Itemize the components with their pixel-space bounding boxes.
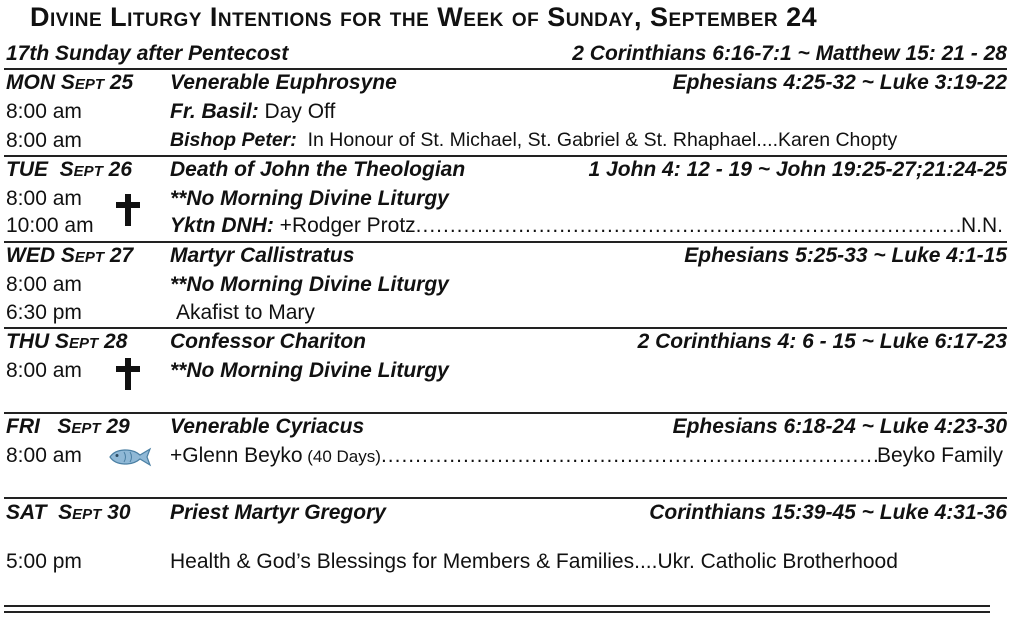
list-item: [6, 550, 1007, 578]
readings: Ephesians 5:25-33 ~ Luke 4:1-15: [684, 244, 1007, 267]
sunday-readings: 2 Corinthians 6:16-7:1 ~ Matthew 15: 21 - 28: [572, 42, 1007, 65]
note: **No Morning Divine Liturgy: [170, 359, 449, 382]
leader-dots: [381, 444, 877, 468]
divider: [4, 497, 1007, 499]
day-label: WED Sept 27: [6, 244, 134, 267]
time: 8:00 am: [6, 273, 82, 296]
list-item: [6, 100, 1007, 128]
day-label: MON Sept 25: [6, 71, 134, 94]
feast-name: Venerable Euphrosyne: [170, 71, 397, 94]
time: 10:00 am: [6, 214, 94, 237]
day-label: SAT Sept 30: [6, 501, 131, 524]
day-header-mon: [6, 71, 1007, 99]
divider: [4, 412, 1007, 414]
list-item: [6, 444, 1007, 472]
divider: [4, 68, 1007, 70]
day-header-sat: [6, 501, 1007, 529]
list-item: [6, 214, 1007, 242]
footer-rule: [4, 611, 990, 613]
intention: +Glenn Beyko (40 Days) ..... Beyko Family: [170, 444, 1003, 468]
time: 6:30 pm: [6, 301, 82, 324]
day-header-wed: [6, 244, 1007, 272]
time: 8:00 am: [6, 187, 82, 210]
readings: Ephesians 4:25-32 ~ Luke 3:19-22: [672, 71, 1007, 94]
footer-rule: [4, 605, 990, 607]
feast-name: Venerable Cyriacus: [170, 415, 365, 438]
list-item: [6, 359, 1007, 387]
list-item: [6, 187, 1007, 215]
time: 8:00 am: [6, 359, 82, 382]
intention: Akafist to Mary: [176, 301, 315, 324]
intention: Bishop Peter: In Honour of St. Michael, St. Gabriel & St. Rhaphael....Karen Chopty: [170, 129, 898, 151]
readings: Corinthians 15:39-45 ~ Luke 4:31-36: [649, 501, 1007, 524]
day-label: TUE Sept 26: [6, 158, 133, 181]
intention: Fr. Basil: Day Off: [170, 100, 336, 123]
feast-name: Priest Martyr Gregory: [170, 501, 386, 524]
fish-icon: [106, 446, 152, 468]
feast-name: Confessor Chariton: [170, 330, 367, 353]
intention: Health & God’s Blessings for Members & Families....Ukr. Catholic Brotherhood: [170, 550, 898, 573]
day-label: FRI Sept 29: [6, 415, 130, 438]
time: 5:00 pm: [6, 550, 82, 573]
feast-name: Martyr Callistratus: [170, 244, 355, 267]
readings: Ephesians 6:18-24 ~ Luke 4:23-30: [672, 415, 1007, 438]
day-header-tue: [6, 158, 1007, 186]
day-label: THU Sept 28: [6, 330, 128, 353]
feast-name: Death of John the Theologian: [170, 158, 466, 181]
time: 8:00 am: [6, 100, 82, 123]
leader-dots: [416, 214, 961, 238]
day-header-fri: [6, 415, 1007, 443]
note: **No Morning Divine Liturgy: [170, 273, 449, 296]
readings: 1 John 4: 12 - 19 ~ John 19:25-27;21:24-25: [588, 158, 1007, 181]
sunday-row: [6, 42, 1007, 70]
cross-icon: [114, 357, 142, 391]
list-item: [6, 301, 1007, 329]
readings: 2 Corinthians 4: 6 - 15 ~ Luke 6:17-23: [637, 330, 1007, 353]
note: **No Morning Divine Liturgy: [170, 187, 449, 210]
time: 8:00 am: [6, 129, 82, 152]
time: 8:00 am: [6, 444, 82, 467]
sunday-name: 17th Sunday after Pentecost: [6, 42, 289, 65]
divider: [4, 241, 1007, 243]
day-header-thu: [6, 330, 1007, 358]
list-item: [6, 273, 1007, 301]
list-item: [6, 129, 1007, 157]
divider: [4, 327, 1007, 329]
divider: [4, 155, 1007, 157]
page-title: Divine Liturgy Intentions for the Week of Sunday, September 24: [30, 2, 818, 32]
intention: Yktn DNH: +Rodger Protz ..... N.N.: [170, 214, 1003, 238]
